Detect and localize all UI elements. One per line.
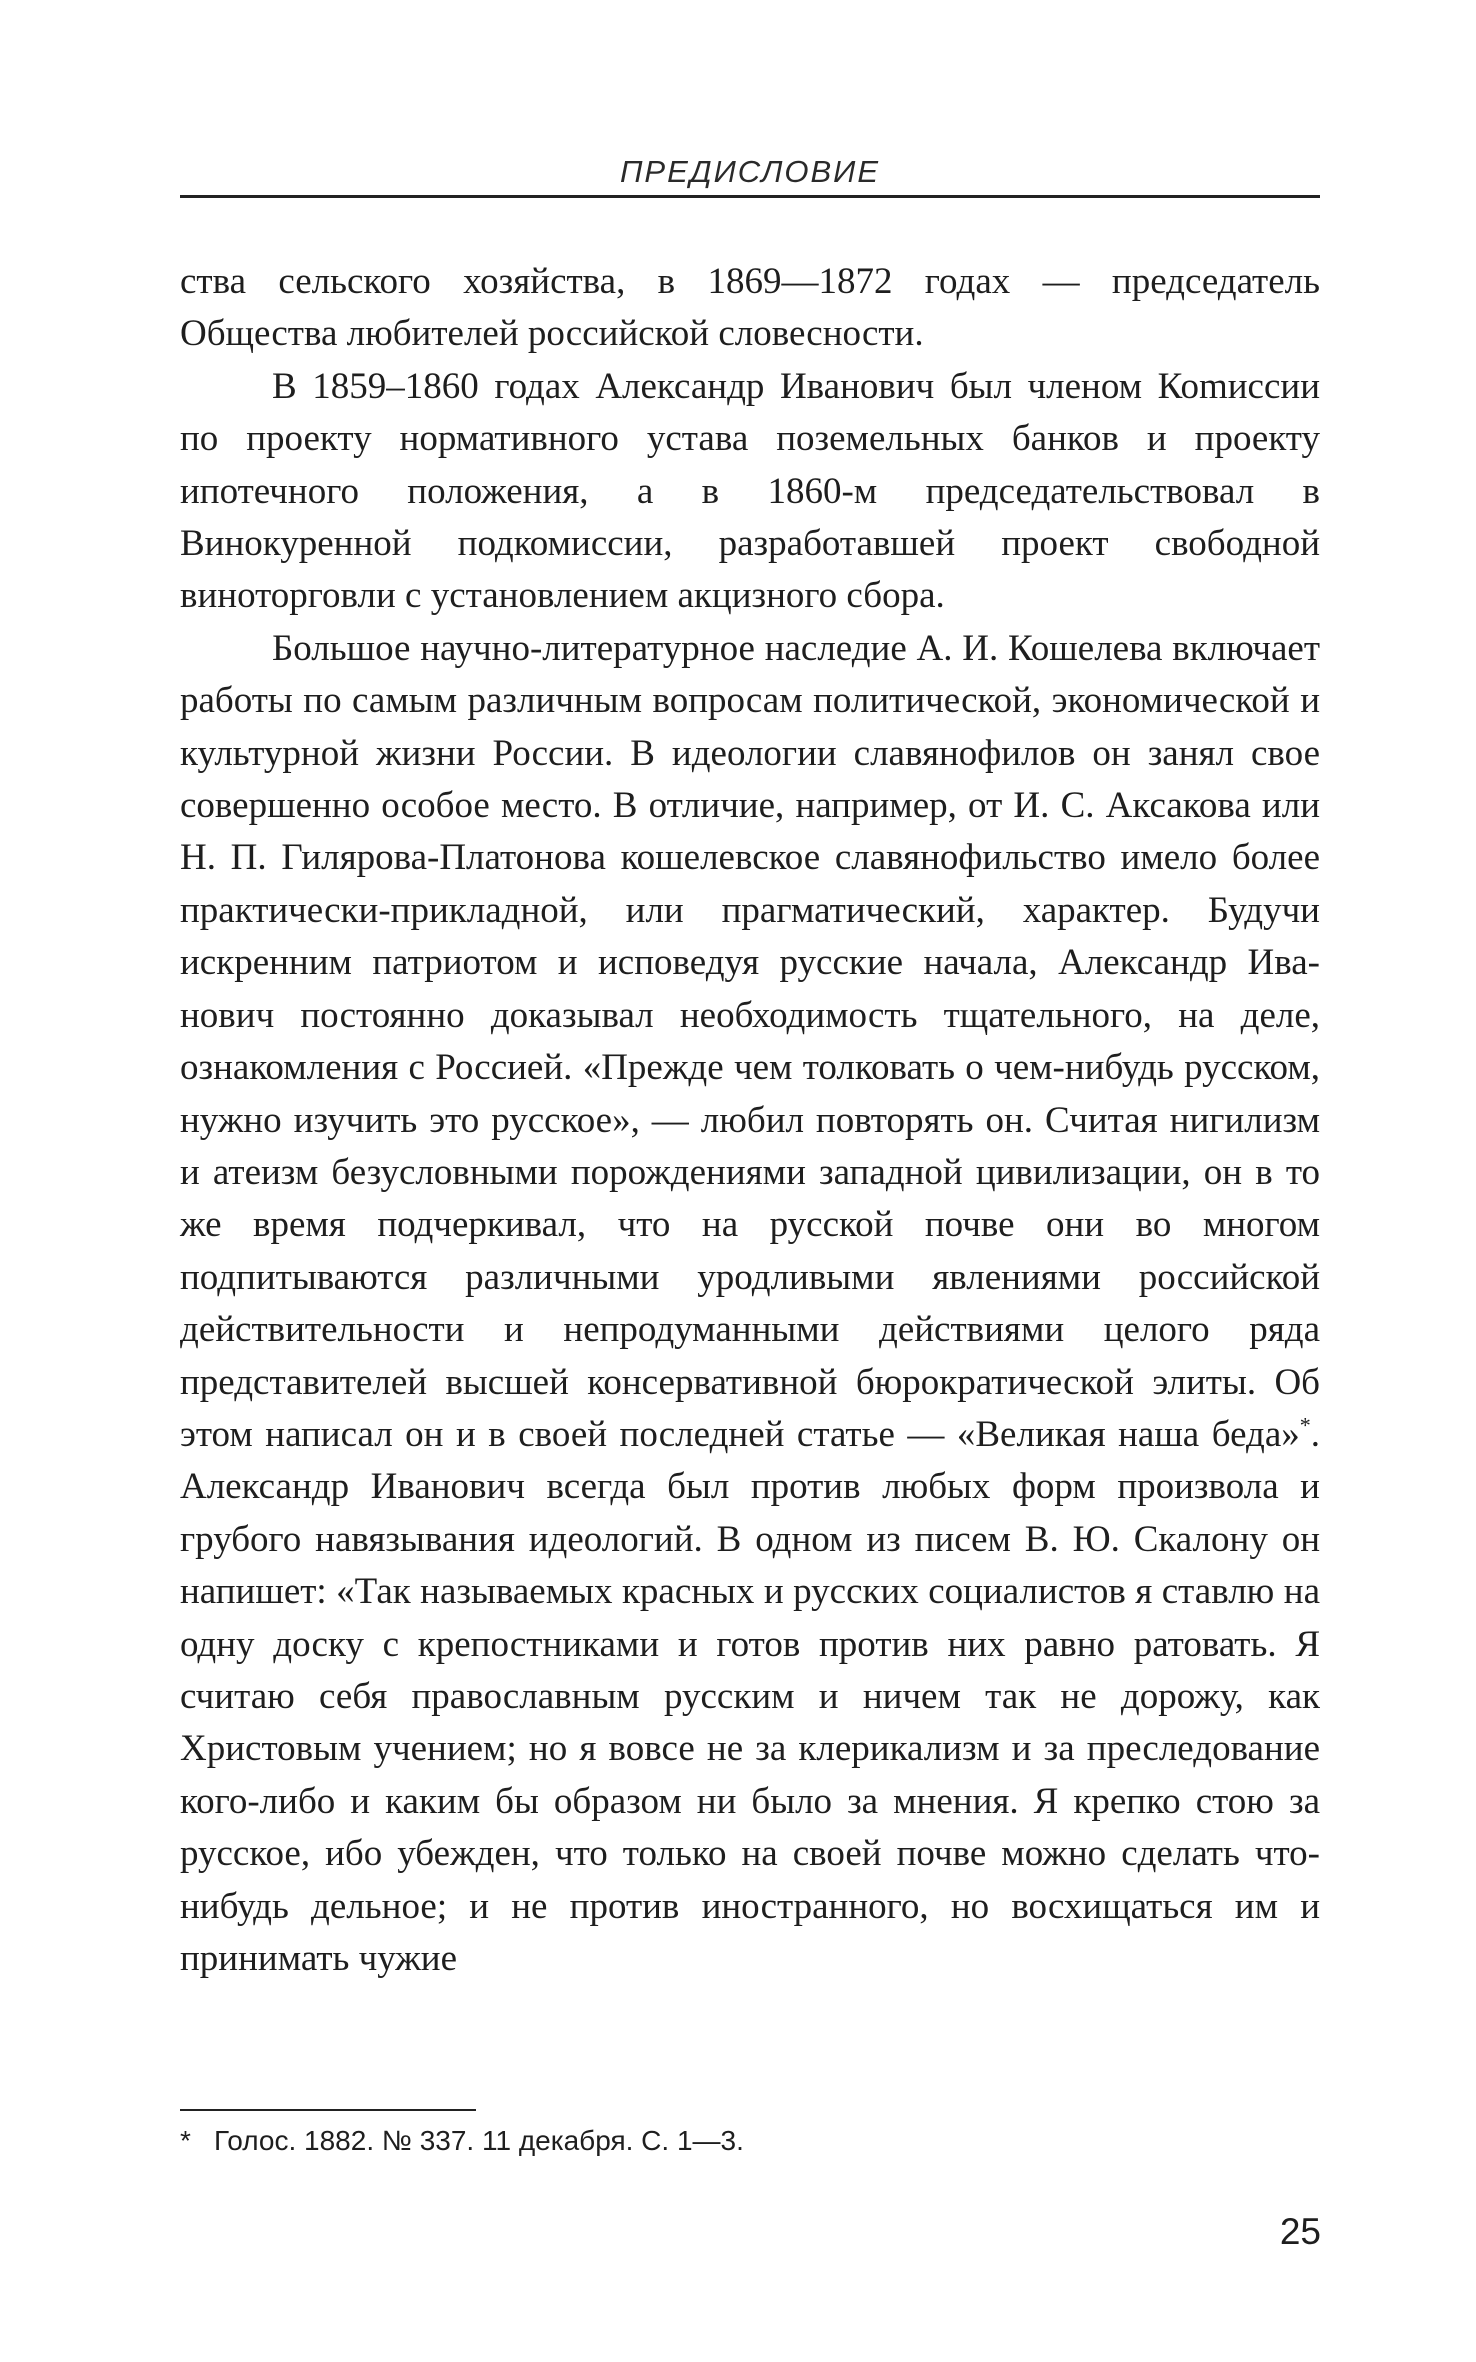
footnote [180,2122,1320,2160]
main-text [180,256,1320,1985]
running-title: ПРЕДИСЛОВИЕ [619,154,881,189]
footnote-mark: * [180,2125,191,2156]
page-number: 25 [1279,2211,1321,2252]
paragraph-2: В 1859–1860 годах Александр Иванович был членом Коmиссии по проекту нормативного устава поземельных банков и проекту ипотечного положения, а в 1860-м председательствовал в Винокуренной подкомиссии, разработавшей проект свободной виноторговли с установлением акцизного сбора. [180,365,1320,617]
paragraph-1: ства сельского хозяйства, в 1869—1872 годах — председатель Общества любителей российской словесности. [180,261,1320,355]
paragraph-3-part-1: Большое научно-литературное наследие А. И. Кошелева включает работы по самым различным вопросам политической, экономической и культурной жизни России. В идеологии славянофилов он занял свое совершенно особое место. В отличие, например, от И. С. Аксакова или Н. П. Гилярова-Платонова кошелевское славянофильство имело более практически-прикладной, или прагматический, характер. Будучи искренним патриотом и исповедуя русские начала, Александр Иванович постоянно доказывал необходимость тщательного, на деле, ознакомления с Россией. «Прежде чем толковать о чем-нибудь русском, нужно изучить это русское», — любил повторять он. Считая нигилизм и атеизм безусловными порождениями западной цивилизации, он в то же время подчеркивал, что на русской почве они во многом подпитываются различными уродливыми явлениями российской действительности и непродуманными действиями целого ряда представителей высшей консервативной бюрократической элиты. Об этом написал он и в своей последней статье — «Великая наша беда» [180,627,1320,1455]
footnote-reference: * [1299,1412,1311,1438]
header-rule [180,195,1320,198]
paragraph-3-part-2: . Александр Иванович всегда был против любых форм произвола и грубого навязывания идеологий. В одном из писем В. Ю. Скалону он напишет: «Так называемых красных и русских социалистов я ставлю на одну доску с крепостниками и готов против них равно ратовать. Я считаю себя православным русским и ничем так не дорожу, как Христовым учением; но я вовсе не за клерикализм и за преследование кого-либо и каким бы образом ни было за мнения. Я крепко стою за русское, ибо убежден, что только на своей почве можно сделать что-нибудь дельное; и не против иностранного, но восхищаться им и принимать чужие [180,1413,1320,1979]
footnote-text: Голос. 1882. № 337. 11 декабря. С. 1—3. [214,2125,744,2156]
paragraph-3 [180,623,1320,1986]
footnote-rule [180,2109,476,2111]
